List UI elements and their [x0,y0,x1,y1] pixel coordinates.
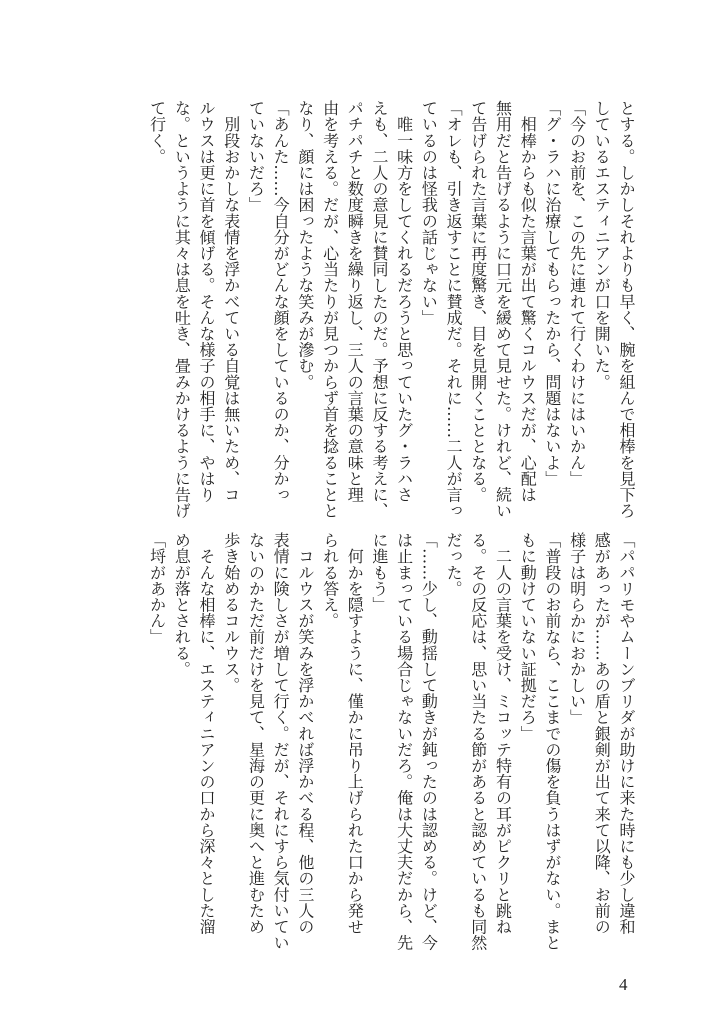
text-line: とする。しかしそれよりも早く、腕を組んで相棒を見下ろ [617,100,636,519]
text-line: 相棒からも似た言葉が出て驚くコルウスだが、心配は [518,100,538,503]
text-line: 「……少し、動揺して動きが鈍ったのは認める。けど、今 [419,532,439,951]
text-line: 別段おかしな表情を浮かべている自覚は無いため、コ [221,100,241,503]
text-line: め息が落とされる。 [172,532,192,677]
text-line: 「グ・ラハに治療してもらったから、問題はないよ」 [542,100,562,487]
text-line: パチパチと数度瞬きを繰り返し、三人の言葉の意味と理 [345,100,365,503]
text-line: そんな相棒に、エスティニアンの口から深々とした溜 [197,532,217,935]
text-line: コルウスが笑みを浮かべれば浮かべる程、他の三人の [295,532,315,935]
text-line: 「今のお前を、この先に連れて行くわけにはいかん」 [567,100,587,487]
text-line: 「オレも、引き返すことに賛成だ。それに……二人が言っ [444,100,464,519]
text-line: 様子は明らかにおかしい」 [567,532,587,726]
text-line: 二人の言葉を受け、ミコッテ特有の耳がピクリと跳ね [493,532,513,935]
text-line: 唯一味方をしてくれるだろうと思っていたグ・ラハさ [394,100,414,503]
text-line: ているのは怪我の話じゃない」 [419,100,439,326]
text-line: なり、顔には困ったような笑みが滲む。 [295,100,315,390]
text-line: 「普段のお前なら、ここまでの傷を負うはずがない。まと [542,532,562,951]
text-line: ルウスは更に首を傾げる。そんな様子の相手に、やはり [197,100,217,503]
text-line: 無用だと告げるように口元を緩めて見せた。けれど、続い [493,100,513,519]
text-line: ていないだろ」 [246,100,266,213]
text-line: 由を考える。だが、心当たりが見つからず首を捻ることと [320,100,340,519]
page-number: 4 [619,975,628,994]
text-line: 「あんた……今自分がどんな顔をしているのか、分かっ [271,100,291,503]
text-line: る。その反応は、思い当たる節があると認めているも同然 [468,532,488,951]
text-line: は止まっている場合じゃないだろ。俺は大丈夫だから、先 [394,532,414,951]
text-line: もに動けていない証拠だろ」 [518,532,538,742]
text-block-bottom [144,532,638,951]
text-line: 何かを隠すように、僅かに吊り上げられた口から発せ [345,532,365,935]
text-line: られる答え。 [320,532,340,629]
text-line: 感があったが……あの盾と銀剣が出て来て以降、お前の [592,532,612,935]
text-line: しているエスティニアンが口を開いた。 [592,100,612,390]
text-line: に進もう」 [369,532,389,613]
text-line: て行く。 [147,100,167,165]
text-line: ないのかただ前だけを見て、星海の更に奥へと進むため [246,532,266,935]
text-line: な。というように其々は息を吐き、畳みかけるように告げ [172,100,192,519]
text-line: だった。 [444,532,464,597]
text-block-top [144,100,638,519]
text-line: て告げられた言葉に再度驚き、目を見開くこととなる。 [468,100,488,503]
text-line: 表情に険しさが増して行く。だが、それにすら気付いてい [271,532,291,951]
text-line: 歩き始めるコルウス。 [221,532,241,693]
text-line: 「埒があかん」 [147,532,167,645]
text-line: 「パパリモやムーンブリダが助けに来た時にも少し違和 [617,532,636,935]
text-line: えも、二人の意見に賛同したのだ。予想に反する考えに、 [369,100,389,519]
